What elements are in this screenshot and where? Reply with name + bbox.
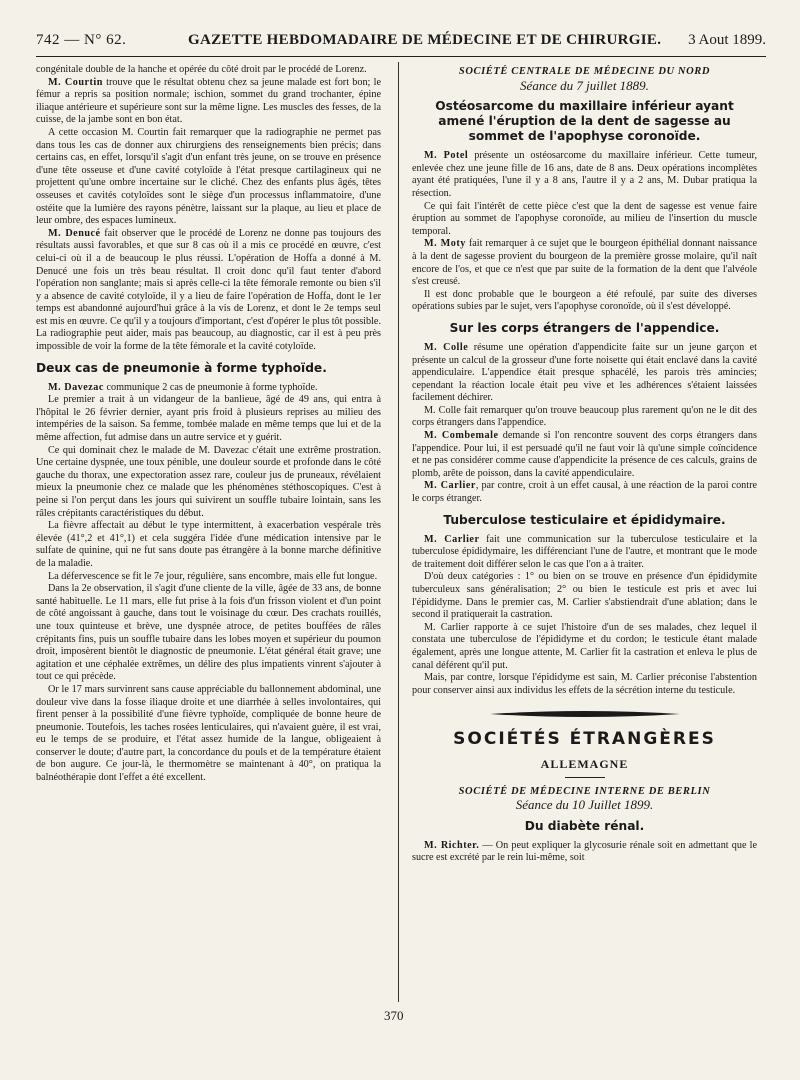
article-heading: Du diabète rénal. [524, 818, 645, 833]
paragraph [412, 342, 757, 405]
paragraph: Dans la 2e observation, il s'agit d'une cliente de la ville, âgée de 33 ans, de bonne santé habituelle. Le 11 mars, elle fut prise à la fois d'un frisson violent et d'un point de côté angoissant à gauche, dans tout le voisinage du cœur. Des crachats rouillés, une toux quinteuse et brève, une dyspnée atroce, de petites bouffées de râles crépitants fins, puis un souffle tubaire dans les lobes moyen et supérieur du poumon droit, imposèrent bientôt le diagnostic de pneumonie. L'état général était grave; une agitation et une céphalée extrêmes, un délire des plus impatients vinrent s'ajouter à tout ce qui précède. [36, 583, 381, 683]
page-number: 370 [384, 1008, 404, 1023]
society-name: SOCIÉTÉ CENTRALE DE MÉDECINE DU NORD [458, 66, 711, 77]
paragraph-text: fait observer que le procédé de Lorenz ne donne pas toujours des résultats aussi favorables, et que sur 8 cas où il a mis ce procédé en œuvre, c'est celui-ci où il a de beaucoup le plus réussi. L'opération de Hoffa a donné à M. Denucé une fois un très beau résultat. Il croit donc qu'il faut tenter d'abord l'opération non sanglante; mais si après celle-ci la tête fémorale remonte ou bien s'il y a absence de cavité cotyloïde, il y a lieu de faire l'opération de Hoffa, dont le 1er temps est abandonné aujourd'hui grâce à la vis de Lorenz, et dont le 2e temps seul est mis en œuvre. Ce qu'il y a toujours d'important, c'est d'opérer le plus tôt possible. La radiographie peut aider, mais pas beaucoup, au diagnostic, car il est à peu près impossible de voir la forme de la tête fémorale et la cavité cotyloïde. [36, 227, 381, 353]
paragraph [36, 228, 381, 354]
paragraph-text: fait une communication sur la tuberculose testiculaire et la tuberculose épididymaire, les différenciant l'une de l'autre, et montrant que le mode de traitement doit différer selon le cas que l'on a à traiter. [412, 533, 757, 570]
paragraph: Or le 17 mars survinrent sans cause appréciable du ballonnement abdominal, une douleur vive dans la fosse iliaque droite et une diarrhée à selles involontaires, qui firent penser à la possibilité d'une fièvre typhoïde, compliquée de bonne heure de pneumonie. Toutefois, les taches rosées lenticulaires, qui n'avaient guère, il est vrai, eu le temps de se produire, et l'état assez humide de la langue, obligeaient à conserver le doute; d'autre part, la concordance du pouls et de la température étaient de bon augure. Ce jour-là, le thermomètre se maintenant à 40°, on pratiqua la balnéothérapie dont l'effet a été excellent. [36, 683, 381, 784]
article-heading: Deux cas de pneumonie à forme typhoïde. [36, 360, 327, 375]
country-heading: ALLEMAGNE [540, 756, 629, 771]
paragraph: Ce qui fait l'intérêt de cette pièce c'est que la dent de sagesse est venue faire éruption au sommet de l'apophyse coronoïde, au milieu de l'insertion du muscle temporal. [412, 200, 757, 237]
paragraph-text: fait remarquer à ce sujet que le bourgeon épithélial donnant naissance à la dent de sagesse provient du bourgeon de la première grosse molaire, qu'il naît encore de l'os, et que ce n'est que par suite de la formation de la dent que l'alvéole s'est creusé. [412, 238, 757, 288]
paragraph [36, 382, 381, 395]
paragraph: congénitale double de la hanche et opérée du côté droit par le procédé de Lorenz. [36, 64, 367, 75]
left-column [36, 64, 381, 785]
decorative-rule-ornament [490, 709, 680, 719]
session-date: Séance du 7 juillet 1889. [520, 77, 649, 93]
short-rule [565, 777, 605, 778]
speaker-name: M. Carlier [424, 533, 480, 545]
paragraph [412, 150, 757, 200]
paragraph: Le premier a trait à un vidangeur de la banlieue, âgé de 49 ans, qui entra à l'hôpital le 26 février dernier, ayant pris froid à plusieurs reprises au milieu des intempéries de la saison. Sa femme, tombée malade en même temps que lui et de la même affection, fut admise dans un autre service et y guérit. [36, 394, 381, 444]
header-rule [36, 56, 766, 57]
paragraph: Mais, par contre, lorsque l'épididyme est sain, M. Carlier préconise l'abstention pour conserver ainsi aux individus les effets de la sécrétion interne du testicule. [412, 672, 757, 696]
paragraph [412, 534, 757, 572]
speaker-name: M. Denucé [48, 227, 101, 239]
speaker-name: M. Courtin [48, 76, 103, 88]
paragraph [412, 430, 757, 480]
paragraph: D'où deux catégories : 1° ou bien on se trouve en présence d'un épididymite tuberculeux sans généralisation; 2° ou bien le testicule est pris et avec lui l'épididyme. Dans le premier cas, M. Carlier s'abstiendrait d'une ablation; dans le second il pratiquerait la castration. [412, 571, 757, 621]
speaker-name: M. Colle [424, 341, 469, 353]
speaker-name: M. Potel [424, 150, 469, 162]
header-date: 3 Aout 1899. [688, 32, 766, 48]
paragraph: La défervescence se fit le 7e jour, régulière, sans encombre, mais elle fut longue. [48, 570, 378, 582]
paragraph: M. Colle fait remarquer qu'on trouve beaucoup plus rarement qu'on ne le dit des corps étrangers dans l'appendice. [412, 404, 757, 429]
paragraph: A cette occasion M. Courtin fait remarquer que la radiographie ne permet pas dans tous les cas de donner aux chirurgiens des renseignements bien précis; dans certains cas, en effet, lorsqu'il s'agit d'un enfant très jeune, on se trouve en présence d'une tête osseuse et d'une cavité cotyloïde à l'état presque cartilagineux qui ne projettent qu'une ombre incertaine sur le cliché. Chez des enfants plus âgés, têtes osseuses et cavités cotyloïdes sont le siège d'un processus inflammatoire, d'une ostéite que la lumière des rayons pénètre, laissant sur la plaque, au lieu et place de leur ombre, des espaces lumineux. [36, 126, 381, 227]
speaker-name: M. Combemale [424, 430, 499, 442]
speaker-name: M. Carlier [424, 480, 476, 492]
right-column [412, 64, 757, 865]
paragraph-text: , par contre, croit à un effet causal, à une réaction de la paroi contre le corps étranger. [412, 480, 757, 505]
header-journal-title: GAZETTE HEBDOMADAIRE DE MÉDECINE ET DE CHIRURGIE. [188, 32, 662, 48]
article-heading: Tuberculose testiculaire et épididymaire. [443, 512, 726, 527]
paragraph: Ce qui dominait chez le malade de M. Davezac c'était une extrême prostration. Une certaine dyspnée, une toux pénible, une douleur sourde et profonde dans le côté gauche du thorax, une expectoration assez rare, couleur jus de pruneaux, révélaient mieux la pneumonie chez ce malade que les phénomènes stéthoscopiques. C'est à peine si l'on perçut dans les jours qui suivirent un souffle tubaire lointain, sans les râles crépitants caractéristiques du début. [36, 444, 381, 519]
paragraph-text: — On peut expliquer la glycosurie rénale soit en admettant que le sucre est excrété par le rein lui-même, soit [412, 839, 757, 864]
paragraph-text: résume une opération d'appendicite faite sur un jeune garçon et présente un calcul de la grosseur d'une forte noisette qui était enclavé dans la cavité appendiculaire. L'appendice était presque sphacélé, les parois très amincies; cependant la réaction locale était peu vive et les adhérences s'étaient laissées facilement déchirer. [412, 341, 758, 404]
paragraph-text: demande si l'on rencontre souvent des corps étrangers dans l'appendice. Pour lui, il est persuadé qu'il ne faut voir là qu'une simple coïncidence et ne pas considérer comme cause d'appendicite la présence de ces calculs, grains de plomb, arête de poisson, dans la cavité appendiculaire. [412, 430, 757, 479]
column-divider [398, 62, 399, 1002]
paragraph [412, 840, 757, 865]
page-header [36, 28, 766, 54]
paragraph-text: présente un ostéosarcome du maxillaire inférieur. Cette tumeur, enlevée chez une jeune fille de 16 ans, date de 8 ans. Deux opérations incomplètes ayant été pratiquées, l'une il y a 8 ans, l'autre il y a 2 ans, M. Dubar pratiqua la résection. [412, 150, 757, 199]
section-title: SOCIÉTÉS ÉTRANGÈRES [453, 729, 716, 750]
speaker-name: M. Moty [424, 238, 466, 250]
society-name: SOCIÉTÉ DE MÉDECINE INTERNE DE BERLIN [458, 785, 711, 797]
article-heading: Sur les corps étrangers de l'appendice. [449, 320, 720, 335]
paragraph [36, 77, 381, 127]
paragraph: La fièvre affectait au début le type intermittent, à exacerbation vespérale très élevée (41°,2 et 41°,1) et cela suggéra l'idée d'une médication intensive par le sulfate de quinine, qui ne fut sans doute pas étrangère à la bonne marche définitive de la maladie. [36, 520, 381, 569]
session-date: Séance du 10 Juillet 1899. [515, 797, 654, 813]
article-heading: Ostéosarcome du maxillaire inférieur ayant amené l'éruption de la dent de sagesse au sommet de l'apophyse coronoïde. [435, 99, 734, 144]
paragraph [412, 480, 757, 505]
paragraph: M. Carlier rapporte à ce sujet l'histoire d'un de ses malades, chez lequel il constata une tuberculose de l'épididyme et du cordon; le testicule étant malade également, après une longue attente, M. Carlier fit la castration et enleva le plus de canal déférent qu'il put. [412, 621, 757, 671]
paragraph-text: communique 2 cas de pneumonie à forme typhoïde. [103, 381, 318, 393]
speaker-name: M. Davezac [48, 381, 104, 393]
paragraph: Il est donc probable que le bourgeon a été refoulé, par suite des diverses opérations subies par le sujet, vers l'apophyse coronoïde, où il s'est développé. [412, 288, 757, 313]
paragraph [412, 238, 757, 288]
paragraph-text: trouve que le résultat obtenu chez sa jeune malade est fort bon; le fémur a repris sa position normale; ischion, sommet du grand trochanter, épine iliaque antérieure et supérieure sont sur la même ligne. Les muscles des fesses, de la cuisse, de la jambe sont en bon état. [36, 76, 381, 126]
header-page-issue: 742 — N° 62. [36, 32, 127, 48]
speaker-name: M. Richter. [424, 839, 480, 851]
